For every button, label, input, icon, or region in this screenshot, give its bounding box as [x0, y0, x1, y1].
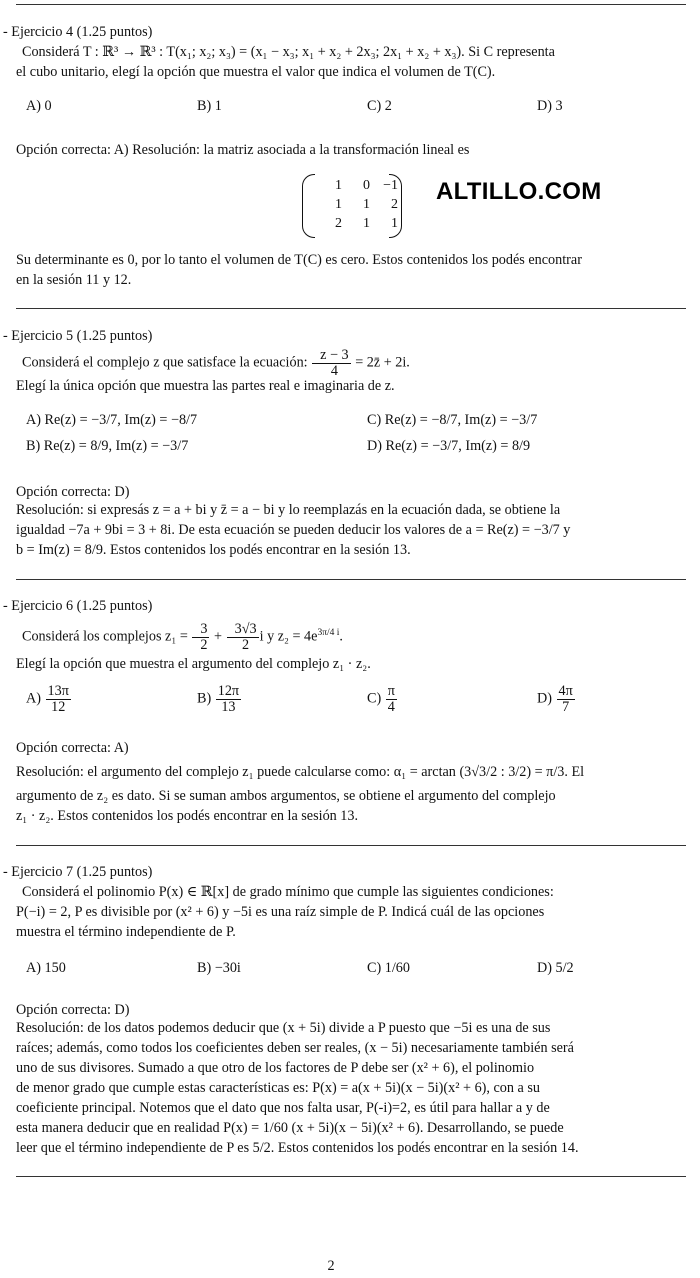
- ex6-option-b: B) $\frac{12\pi}{13}$: [197, 683, 240, 715]
- ex5-statement-line2: Elegí la única opción que muestra las partes real e imaginaria de z.: [16, 378, 395, 394]
- ex4-statement-line1: Considerá T : ℝ³ → ℝ³ : T(x₁; x₂; x₃) = (x₁ − x₃; x₁ + x₂ + 2x₃; 2x₁ + x₂ + x₃). Si C representa: [22, 44, 555, 60]
- ex5-eq-numerator: z − 3: [320, 347, 349, 363]
- matrix-cell: 1: [335, 177, 342, 193]
- ex7-heading: - Ejercicio 7 (1.25 puntos): [3, 864, 153, 880]
- ex4-option-d: D) 3: [537, 98, 563, 114]
- ex4-matrix: [302, 176, 402, 234]
- section-rule: [16, 579, 686, 580]
- ex6-option-c-num: π: [387, 683, 395, 699]
- ex5-option-c: C) Re(z) = −8/7, Im(z) = −3/7: [367, 412, 538, 428]
- ex7-option-a: A) 150: [26, 960, 66, 976]
- ex7-statement-line3: muestra el término independiente de P.: [16, 924, 236, 940]
- ex6-option-a-num: 13π: [47, 683, 69, 699]
- ex5-statement-line1: [16, 348, 686, 379]
- bottom-rule: [16, 1176, 686, 1177]
- ex6-option-c-den: 4: [386, 699, 397, 715]
- watermark-logo: ALTILLO.COM: [436, 178, 602, 205]
- ex4-answer: Opción correcta: A) Resolución: la matriz asociada a la transformación lineal es: [16, 142, 470, 158]
- ex7-option-c: C) 1/60: [367, 960, 410, 976]
- page-number: 2: [327, 1258, 335, 1274]
- top-rule: [16, 4, 686, 5]
- matrix-cell: 0: [363, 177, 370, 193]
- ex6-option-b-den: 13: [216, 699, 241, 715]
- ex7-resolution-line7: leer que el término independiente de P es 5/2. Estos contenidos los podés encontrar en la sesión 14.: [16, 1140, 579, 1156]
- ex7-option-d: D) 5/2: [537, 960, 574, 976]
- ex6-answer: Opción correcta: A): [16, 740, 129, 756]
- ex7-answer: Opción correcta: D): [16, 1002, 130, 1018]
- ex7-resolution-line6: esta manera deducir que en realidad P(x) = 1/60 (x + 5i)(x − 5i)(x² + 6). Desarrollando, se puede: [16, 1120, 564, 1136]
- ex7-statement-line1: Considerá el polinomio P(x) ∈ ℝ[x] de grado mínimo que cumple las siguientes condiciones:: [22, 884, 554, 900]
- ex5-eq-rest: = 2z̄ + 2i.: [351, 354, 410, 371]
- matrix-cell: 2: [391, 196, 398, 212]
- ex7-resolution-line4: de menor grado que cumple estas características es: P(x) = a(x + 5i)(x − 5i)(x² + 6), con a su: [16, 1080, 540, 1096]
- ex7-resolution-line5: coeficiente principal. Notemos que el dato que nos falta usar, P(-i)=2, es útil para hallar a y de: [16, 1100, 550, 1116]
- ex4-statement-line2: el cubo unitario, elegí la opción que muestra el valor que indica el volumen de T(C).: [16, 64, 496, 80]
- ex4-option-a: A) 0: [26, 98, 52, 114]
- ex5-answer: Opción correcta: D): [16, 484, 130, 500]
- ex5-resolution-line1: Resolución: si expresás z = a + bi y z̄ = a − bi y lo reemplazás en la ecuación dada, se obtiene la: [16, 502, 561, 518]
- ex6-option-a-den: 12: [46, 699, 71, 715]
- ex6-statement-mid: i y z₂ = 4e: [259, 628, 318, 645]
- ex5-option-d: D) Re(z) = −3/7, Im(z) = 8/9: [367, 438, 531, 454]
- ex6-resolution-line2: argumento de z₂ es dato. Si se suman ambos argumentos, se obtiene el argumento del complejo: [16, 788, 556, 804]
- matrix-cell: 1: [391, 215, 398, 231]
- ex4-option-c: C) 2: [367, 98, 392, 114]
- ex6-statement-line1: Considerá los complejos z₁ = $\frac{3}{2}$ + $\frac{3√3}{2}$ i y $z_2 = 4e^{3\pi/4 i}$.: [22, 621, 343, 653]
- ex6-resolution-line1: Resolución: el argumento del complejo z₁ puede calcularse como: α₁ = arctan (3√3/2 : 3/2) = π/3. El: [16, 764, 585, 780]
- ex5-eq-denominator: 4: [312, 363, 351, 379]
- ex6-option-a: A) $\frac{13\pi}{12}$: [26, 683, 69, 715]
- section-rule: [16, 845, 686, 846]
- ex7-resolution-line3: uno de sus divisores. Sumado a que otro de los factores de P debe ser (x² + 6), el polinomio: [16, 1060, 535, 1076]
- matrix-cell: 1: [335, 196, 342, 212]
- ex6-option-d-den: 7: [557, 699, 575, 715]
- matrix-cell: 2: [335, 215, 342, 231]
- ex4-resolution-line1: Su determinante es 0, por lo tanto el volumen de T(C) es cero. Estos contenidos los podés encontrar: [16, 252, 582, 268]
- ex6-heading: - Ejercicio 6 (1.25 puntos): [3, 598, 153, 614]
- ex7-resolution-line2: raíces; además, como todos los coeficientes deben ser reales, (x − 5i) necesariamente también será: [16, 1040, 574, 1056]
- ex6-option-c: C) $\frac{\pi}{4}$: [367, 683, 395, 715]
- ex5-statement-prefix: Considerá el complejo z que satisface la ecuación:: [22, 354, 308, 371]
- ex7-statement-line2: P(−i) = 2, P es divisible por (x² + 6) y −5i es una raíz simple de P. Indicá cuál de las opciones: [16, 904, 545, 920]
- ex6-option-d: D) $\frac{4\pi}{7}$: [537, 683, 573, 715]
- ex4-heading: - Ejercicio 4 (1.25 puntos): [3, 24, 153, 40]
- ex4-option-b: B) 1: [197, 98, 222, 114]
- ex5-option-a: A) Re(z) = −3/7, Im(z) = −8/7: [26, 412, 198, 428]
- matrix-cell: 1: [363, 215, 370, 231]
- matrix-cell: 1: [363, 196, 370, 212]
- ex5-resolution-line2: igualdad −7a + 9bi = 3 + 8i. De esta ecuación se pueden deducir los valores de a = Re(z) = −3/7 y: [16, 522, 571, 538]
- section-rule: [16, 308, 686, 309]
- ex4-resolution-line2: en la sesión 11 y 12.: [16, 272, 132, 288]
- ex5-resolution-line3: b = Im(z) = 8/9. Estos contenidos los podés encontrar en la sesión 13.: [16, 542, 411, 558]
- matrix-cell: −1: [383, 177, 398, 193]
- ex6-statement-line2: Elegí la opción que muestra el argumento del complejo z₁ · z₂.: [16, 656, 371, 672]
- ex6-statement-prefix: Considerá los complejos z₁ =: [22, 628, 188, 645]
- ex6-option-d-num: 4π: [558, 683, 573, 699]
- ex5-heading: - Ejercicio 5 (1.25 puntos): [3, 328, 153, 344]
- ex7-resolution-line1: Resolución: de los datos podemos deducir que (x + 5i) divide a P puesto que −5i es una de sus: [16, 1020, 551, 1036]
- ex5-option-b: B) Re(z) = 8/9, Im(z) = −3/7: [26, 438, 189, 454]
- ex6-option-b-num: 12π: [217, 683, 240, 699]
- ex6-exponent: 3π/4 i: [317, 627, 340, 638]
- ex6-resolution-line3: z₁ · z₂. Estos contenidos los podés encontrar en la sesión 13.: [16, 808, 359, 824]
- ex7-option-b: B) −30i: [197, 960, 241, 976]
